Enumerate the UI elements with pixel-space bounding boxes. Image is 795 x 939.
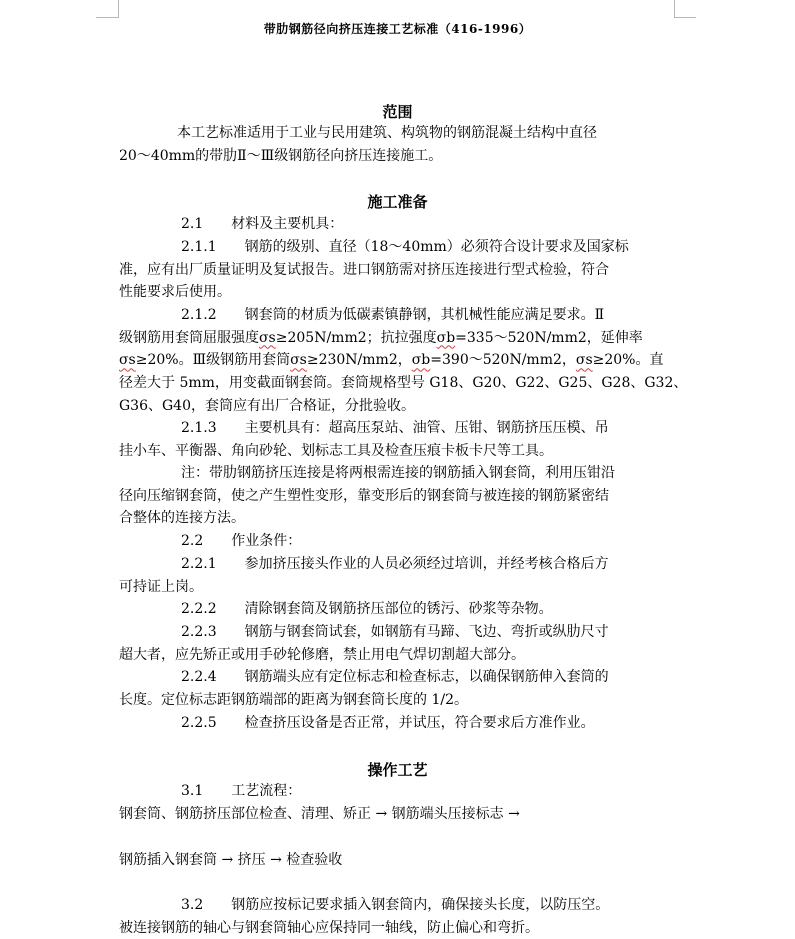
para-3-1-line: 3.1 工艺流程： [181,783,302,799]
scope-paragraph [119,122,674,167]
para-3-1 [119,780,674,803]
para-2-1-2-line-1: 2.1.2 钢套筒的材质为低碳素镇静钢，其机械性能应满足要求。Ⅱ [181,307,605,323]
para-2-2-1-line-1: 2.2.1 参加挤压接头作业的人员必须经过培训，并经考核合格后方 [181,556,609,572]
para-2-2 [119,530,674,553]
heading-scope: 范围 [382,103,413,121]
sigma-b-symbol: σb [411,352,431,369]
para-3-2-line-2: 被连接钢筋的轴心与钢套筒轴心应保持同一轴线，防止偏心和弯折。 [119,919,539,936]
process-flow-line-2: 钢筋插入钢套筒 → 挤压 → 检查验收 [119,852,343,868]
sigma-b-symbol: σb [436,329,456,346]
sigma-s-symbol: σs [119,352,136,369]
text-run: ≥20%。直 [592,352,664,369]
para-2-2-line: 2.2 作业条件： [181,533,302,549]
text-run: ≥20%。Ⅲ级钢筋用套筒 [135,352,291,369]
para-2-1-1-line-2: 准，应有出厂质量证明及复试报告。进口钢筋需对挤压连接进行型式检验，符合 [119,261,609,278]
para-2-2-4-line-1: 2.2.4 钢筋端头应有定位标志和检查标志，以确保钢筋伸入套筒的 [181,669,609,685]
para-2-1-1 [119,236,674,304]
heading-prep: 施工准备 [367,193,428,211]
para-2-2-3-line-1: 2.2.3 钢筋与钢套筒试套，如钢筋有马蹄、飞边、弯折或纵肋尺寸 [181,624,609,640]
heading-ops: 操作工艺 [367,761,428,779]
page-corner-mark-left [96,0,119,18]
para-2-1-2 [119,304,688,418]
para-2-2-3 [119,621,674,666]
page-corner-mark-right-h [674,17,696,18]
para-2-2-3-line-2: 超大者，应先矫正或用手砂轮修磨，禁止用电气焊切割超大部分。 [119,646,525,663]
page-corner-mark-right [674,0,697,18]
para-2-1-2-line-5: G36、G40，套筒应有出厂合格证，分批验收。 [119,397,415,414]
para-2-2-2-line: 2.2.2 清除钢套筒及钢筋挤压部位的锈污、砂浆等杂物。 [181,601,553,617]
para-2-1-3-line-2: 挂小车、平衡器、角向砂轮、划标志工具及检查压痕卡板卡尺等工具。 [119,442,553,459]
note-paragraph [119,462,674,530]
para-2-1 [119,213,674,236]
para-2-1-3 [119,417,674,462]
sigma-s-symbol: σs [290,352,307,369]
para-3-2 [119,894,674,939]
para-2-1-line: 2.1 材料及主要机具： [181,216,344,232]
page-corner-mark-left-h [96,17,118,18]
para-2-1-1-line-3: 性能要求后使用。 [119,284,231,301]
note-line-1: 注：带肋钢筋挤压连接是将两根需连接的钢筋插入钢套筒，利用压钳沿 [181,465,615,481]
note-line-3: 合整体的连接方法。 [119,510,245,527]
note-line-2: 径向压缩钢套筒，使之产生塑性变形，靠变形后的钢套筒与被连接的钢筋紧密结 [119,487,609,504]
sigma-s-symbol: σs [575,352,593,369]
para-2-1-3-line-1: 2.1.3 主要机具有：超高压泵站、油管、压钳、钢筋挤压压模、吊 [181,420,609,436]
process-flow-line-1: 钢套筒、钢筋挤压部位检查、清理、矫正 → 钢筋端头压接标志 → [119,806,520,822]
para-2-2-1 [119,553,674,598]
sigma-s-symbol: σs [259,329,276,346]
text-run: ≥230N/mm2， [306,352,412,369]
para-2-1-1-line-1: 2.1.1 钢筋的级别、直径（18～40mm）必须符合设计要求及国家标 [181,239,629,255]
para-2-2-4 [119,666,674,711]
scope-line-2: 20～40mm的带肋Ⅱ～Ⅲ级钢筋径向挤压连接施工。 [119,147,443,164]
para-2-1-2-line-2 [119,327,674,350]
text-run: =390～520N/mm2， [430,352,576,369]
page-header-title: 带肋钢筋径向挤压连接工艺标准（416-1996） [263,22,532,36]
scope-line-1: 本工艺标准适用于工业与民用建筑、构筑物的钢筋混凝土结构中直径 [177,125,597,141]
para-3-2-line-1: 3.2 钢筋应按标记要求插入钢套筒内，确保接头长度，以防压空。 [181,897,610,913]
para-2-2-5-line: 2.2.5 检查挤压设备是否正常，并试压，符合要求后方准作业。 [181,715,595,731]
text-run: ≥205N/mm2；抗拉强度 [275,329,437,346]
para-2-2-5 [119,712,674,735]
para-2-2-4-line-2: 长度。定位标志距钢筋端部的距离为钢套筒长度的 1/2。 [119,691,468,708]
para-2-2-2 [119,598,674,621]
text-run: =335～520N/mm2，延伸率 [455,329,643,346]
para-2-2-1-line-2: 可持证上岗。 [119,578,203,595]
para-2-1-2-line-4: 径差大于 5mm，用变截面钢套筒。套筒规格型号 G18、G20、G22、G25、G28、G32、 [119,375,688,392]
para-2-1-2-line-3 [119,349,674,372]
text-run: 级钢筋用套筒屈服强度 [119,329,259,346]
